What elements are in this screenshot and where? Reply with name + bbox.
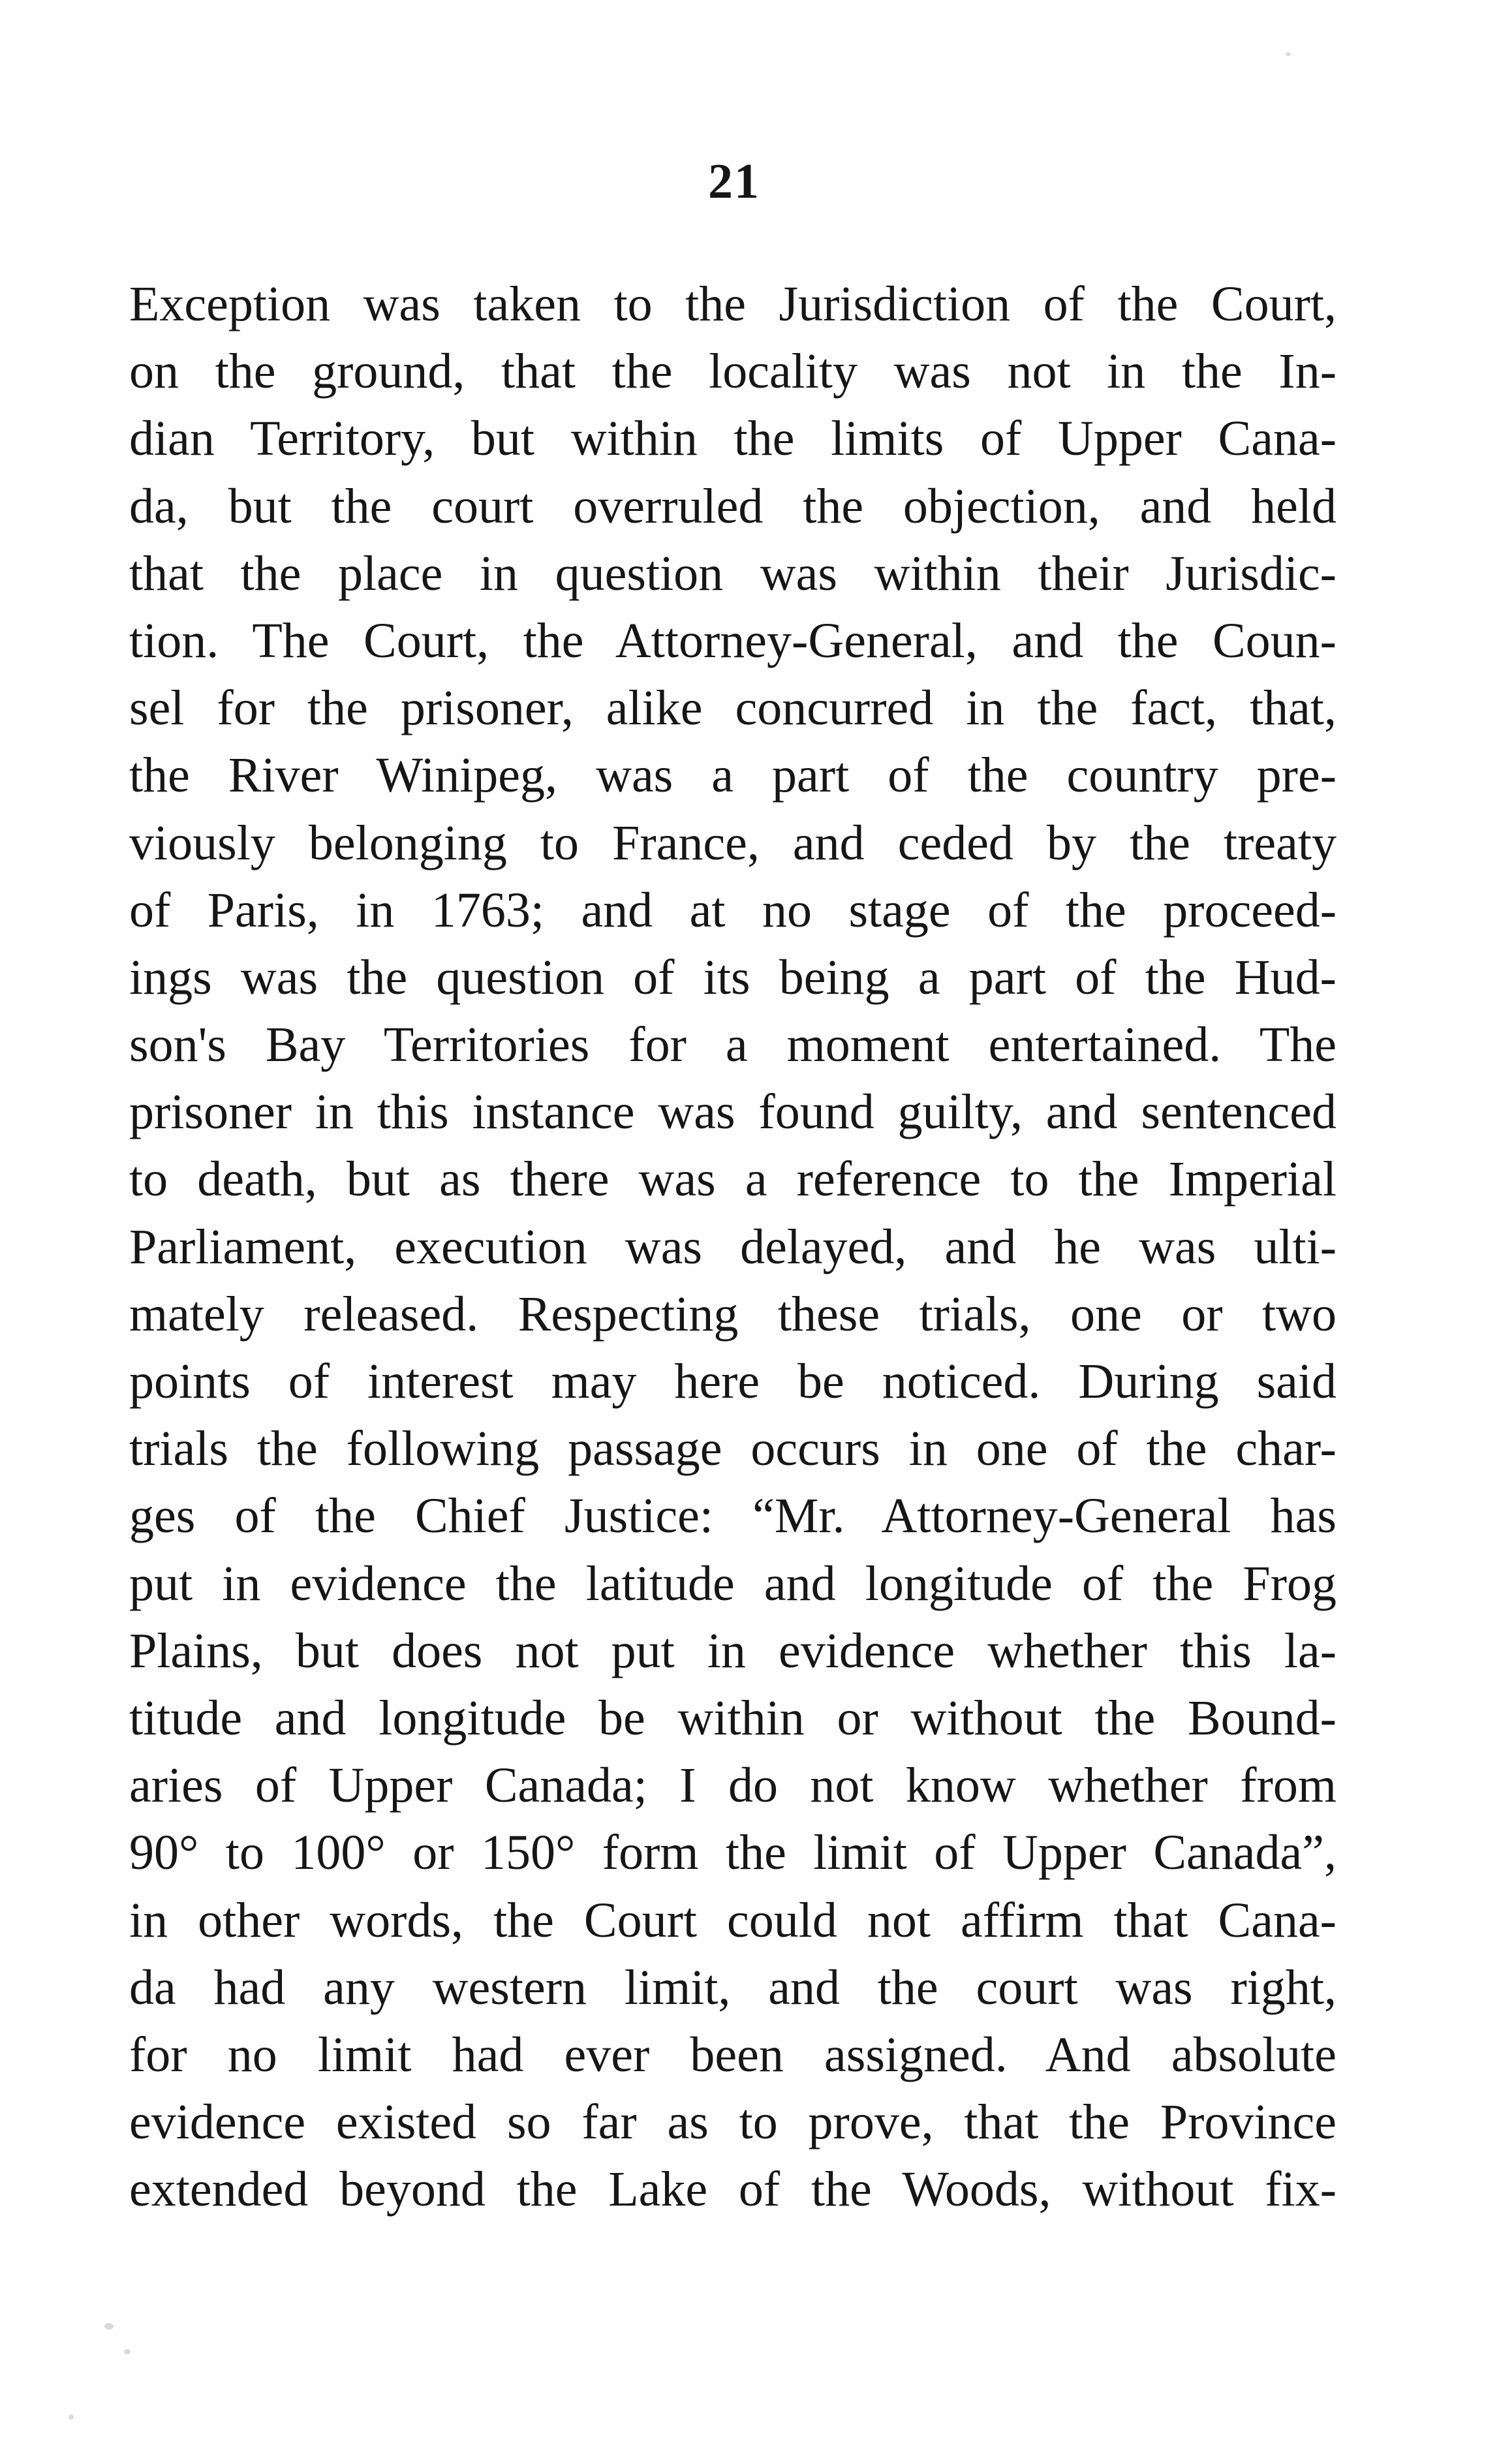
paper-speck <box>1286 52 1291 56</box>
text-line: tion. The Court, the Attorney-General, and the Coun- <box>129 613 1337 668</box>
text-line: points of interest may here be noticed. During said <box>129 1354 1337 1409</box>
text-line: on the ground, that the locality was not in the In- <box>129 344 1337 399</box>
text-line: in other words, the Court could not affirm that Cana- <box>129 1892 1337 1948</box>
text-line: extended beyond the Lake of the Woods, without fix- <box>129 2162 1337 2217</box>
paper-speck <box>124 2349 131 2354</box>
text-line: aries of Upper Canada; I do not know whether from <box>129 1758 1337 1813</box>
text-line: 90° to 100° or 150° form the limit of Upper Canada”, <box>129 1825 1337 1881</box>
page-number: 21 <box>708 154 760 209</box>
text-line: Parliament, execution was delayed, and he was ulti- <box>129 1219 1337 1274</box>
text-line: to death, but as there was a reference to the Imperial <box>129 1152 1337 1207</box>
text-line: viously belonging to France, and ceded by the treaty <box>129 815 1337 870</box>
body-text <box>129 271 1337 2223</box>
text-line: trials the following passage occurs in one of the char- <box>129 1421 1337 1477</box>
text-line: evidence existed so far as to prove, that the Province <box>129 2095 1337 2150</box>
text-line: son's Bay Territories for a moment entertained. The <box>129 1017 1337 1073</box>
text-line: da had any western limit, and the court was right, <box>129 1960 1337 2015</box>
text-line: ings was the question of its being a part of the Hud- <box>129 949 1337 1005</box>
text-line: of Paris, in 1763; and at no stage of the proceed- <box>129 882 1337 938</box>
paper-speck <box>69 2414 74 2420</box>
text-line: mately released. Respecting these trials, one or two <box>129 1286 1337 1342</box>
text-line: for no limit had ever been assigned. And absolute <box>129 2027 1337 2082</box>
text-line: dian Territory, but within the limits of Upper Cana- <box>129 411 1337 467</box>
text-line: Plains, but does not put in evidence whether this la- <box>129 1623 1337 1678</box>
text-line: the River Winipeg, was a part of the country pre- <box>129 748 1337 803</box>
text-line: Exception was taken to the Jurisdiction of the Court, <box>129 277 1337 331</box>
text-line: da, but the court overruled the objection, and held <box>129 478 1337 534</box>
text-line: sel for the prisoner, alike concurred in the fact, that, <box>129 681 1337 736</box>
text-line: put in evidence the latitude and longitude of the Frog <box>129 1556 1337 1611</box>
text-line: titude and longitude be within or without the Bound- <box>129 1690 1337 1746</box>
paper-speck <box>104 2323 114 2330</box>
text-line: ges of the Chief Justice: “Mr. Attorney-General has <box>129 1488 1337 1544</box>
text-line: prisoner in this instance was found guilty, and sentenced <box>129 1085 1337 1140</box>
text-line: that the place in question was within their Jurisdic- <box>129 546 1337 601</box>
